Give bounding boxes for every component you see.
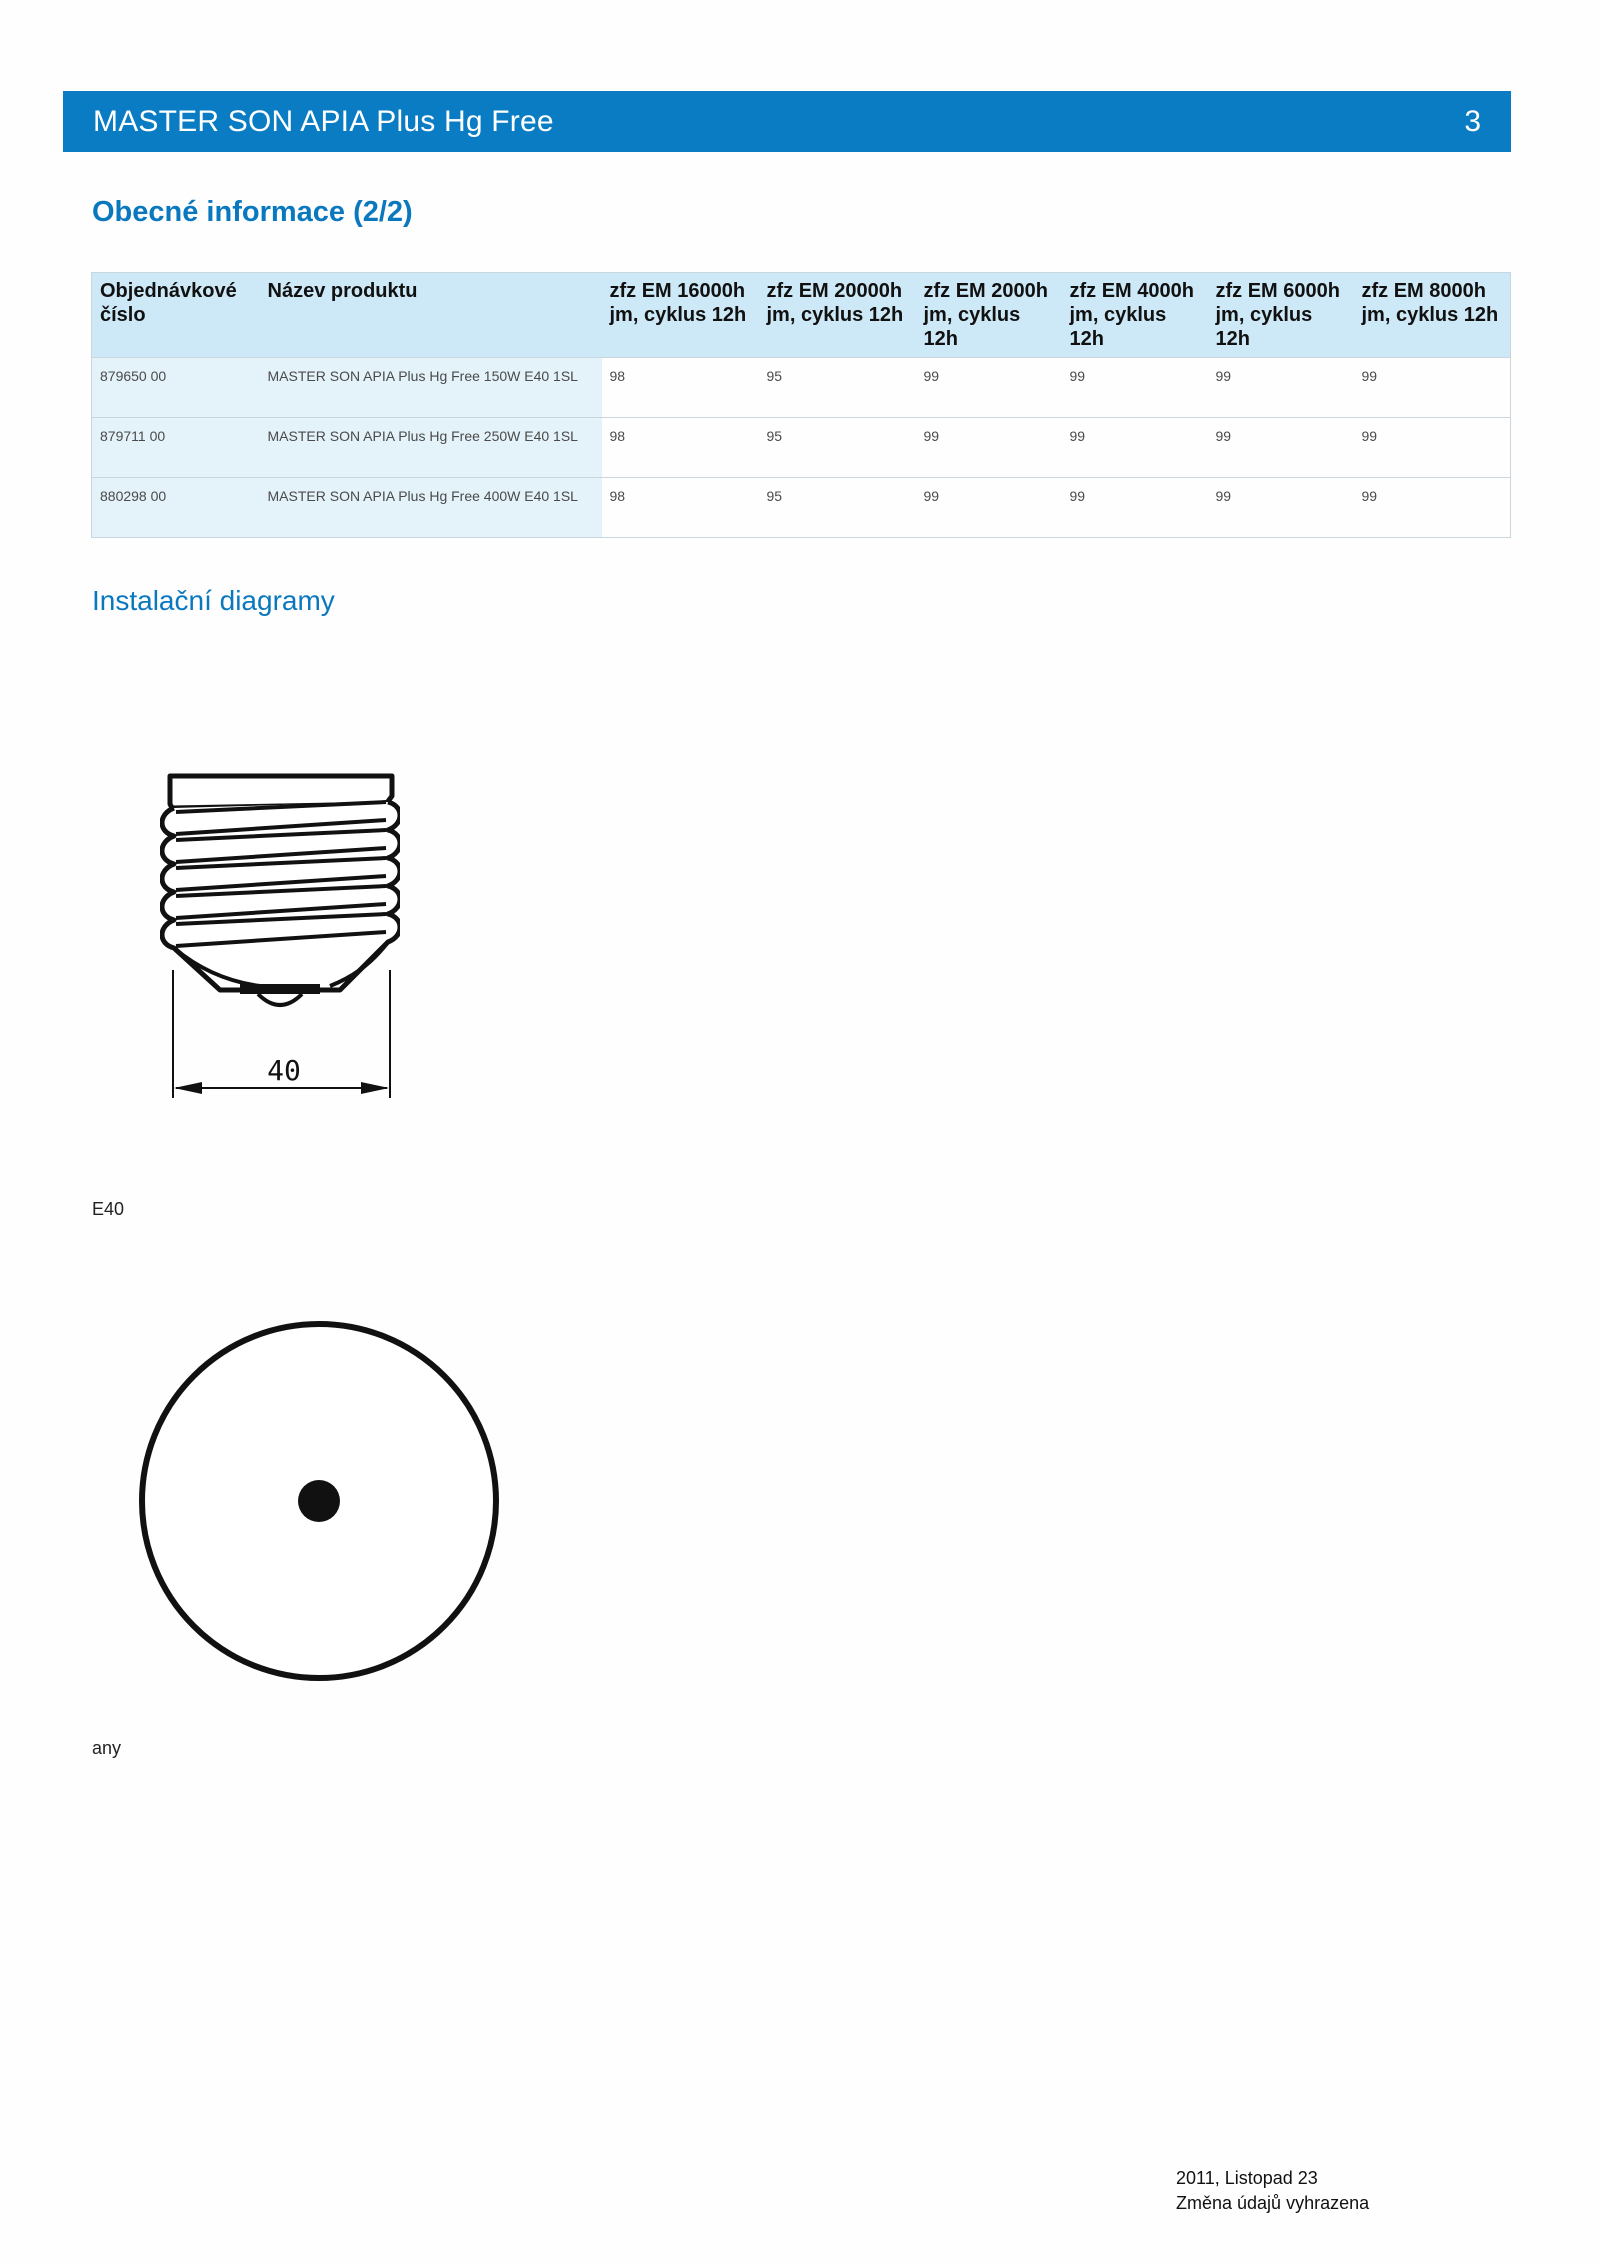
table-header-row (92, 273, 1511, 358)
value-cell: 99 (916, 358, 1062, 418)
product-name-cell: MASTER SON APIA Plus Hg Free 400W E40 1SL (260, 478, 602, 538)
value-cell: 99 (916, 478, 1062, 538)
table-row (92, 478, 1511, 538)
dimension-label-40: 40 (267, 1054, 301, 1087)
value-cell: 99 (1062, 478, 1208, 538)
footer-date: 2011, Listopad 23 (1176, 2168, 1318, 2188)
value-cell: 99 (1062, 418, 1208, 478)
product-name-cell: MASTER SON APIA Plus Hg Free 150W E40 1SL (260, 358, 602, 418)
column-header-20000h: zfz EM 20000h jm, cyklus 12h (759, 273, 916, 358)
product-name-cell: MASTER SON APIA Plus Hg Free 250W E40 1SL (260, 418, 602, 478)
footer (1176, 2166, 1369, 2216)
installation-diagrams-heading: Instalační diagramy (92, 585, 335, 616)
column-header-2000h: zfz EM 2000h jm, cyklus 12h (916, 273, 1062, 358)
column-header-8000h: zfz EM 8000h jm, cyklus 12h (1354, 273, 1511, 358)
product-info-table (91, 272, 1511, 538)
table-row (92, 418, 1511, 478)
value-cell: 99 (916, 418, 1062, 478)
order-number-cell: 880298 00 (92, 478, 260, 538)
burning-position-diagram (135, 1315, 505, 1685)
value-cell: 99 (1354, 418, 1511, 478)
section-title: Obecné informace (2/2) (92, 196, 413, 228)
value-cell: 99 (1354, 358, 1511, 418)
diagram-caption-e40: E40 (92, 1199, 125, 1219)
value-cell: 95 (759, 358, 916, 418)
order-number-cell: 879650 00 (92, 358, 260, 418)
value-cell: 95 (759, 418, 916, 478)
value-cell: 98 (602, 478, 759, 538)
column-header-4000h: zfz EM 4000h jm, cyklus 12h (1062, 273, 1208, 358)
value-cell: 99 (1208, 478, 1354, 538)
value-cell: 99 (1354, 478, 1511, 538)
footer-note: Změna údajů vyhrazena (1176, 2193, 1370, 2213)
page-number: 3 (1464, 104, 1481, 138)
value-cell: 99 (1208, 358, 1354, 418)
column-header-order-number: Objednávkové číslo (92, 273, 260, 358)
value-cell: 98 (602, 358, 759, 418)
value-cell: 95 (759, 478, 916, 538)
order-number-cell: 879711 00 (92, 418, 260, 478)
e40-base-diagram (160, 770, 400, 1100)
diagram-caption-any: any (92, 1738, 122, 1758)
value-cell: 99 (1208, 418, 1354, 478)
header-bar (63, 91, 1511, 152)
document-title: MASTER SON APIA Plus Hg Free (93, 104, 554, 138)
column-header-16000h: zfz EM 16000h jm, cyklus 12h (602, 273, 759, 358)
value-cell: 98 (602, 418, 759, 478)
column-header-product-name: Název produktu (260, 273, 602, 358)
value-cell: 99 (1062, 358, 1208, 418)
table-row (92, 358, 1511, 418)
column-header-6000h: zfz EM 6000h jm, cyklus 12h (1208, 273, 1354, 358)
